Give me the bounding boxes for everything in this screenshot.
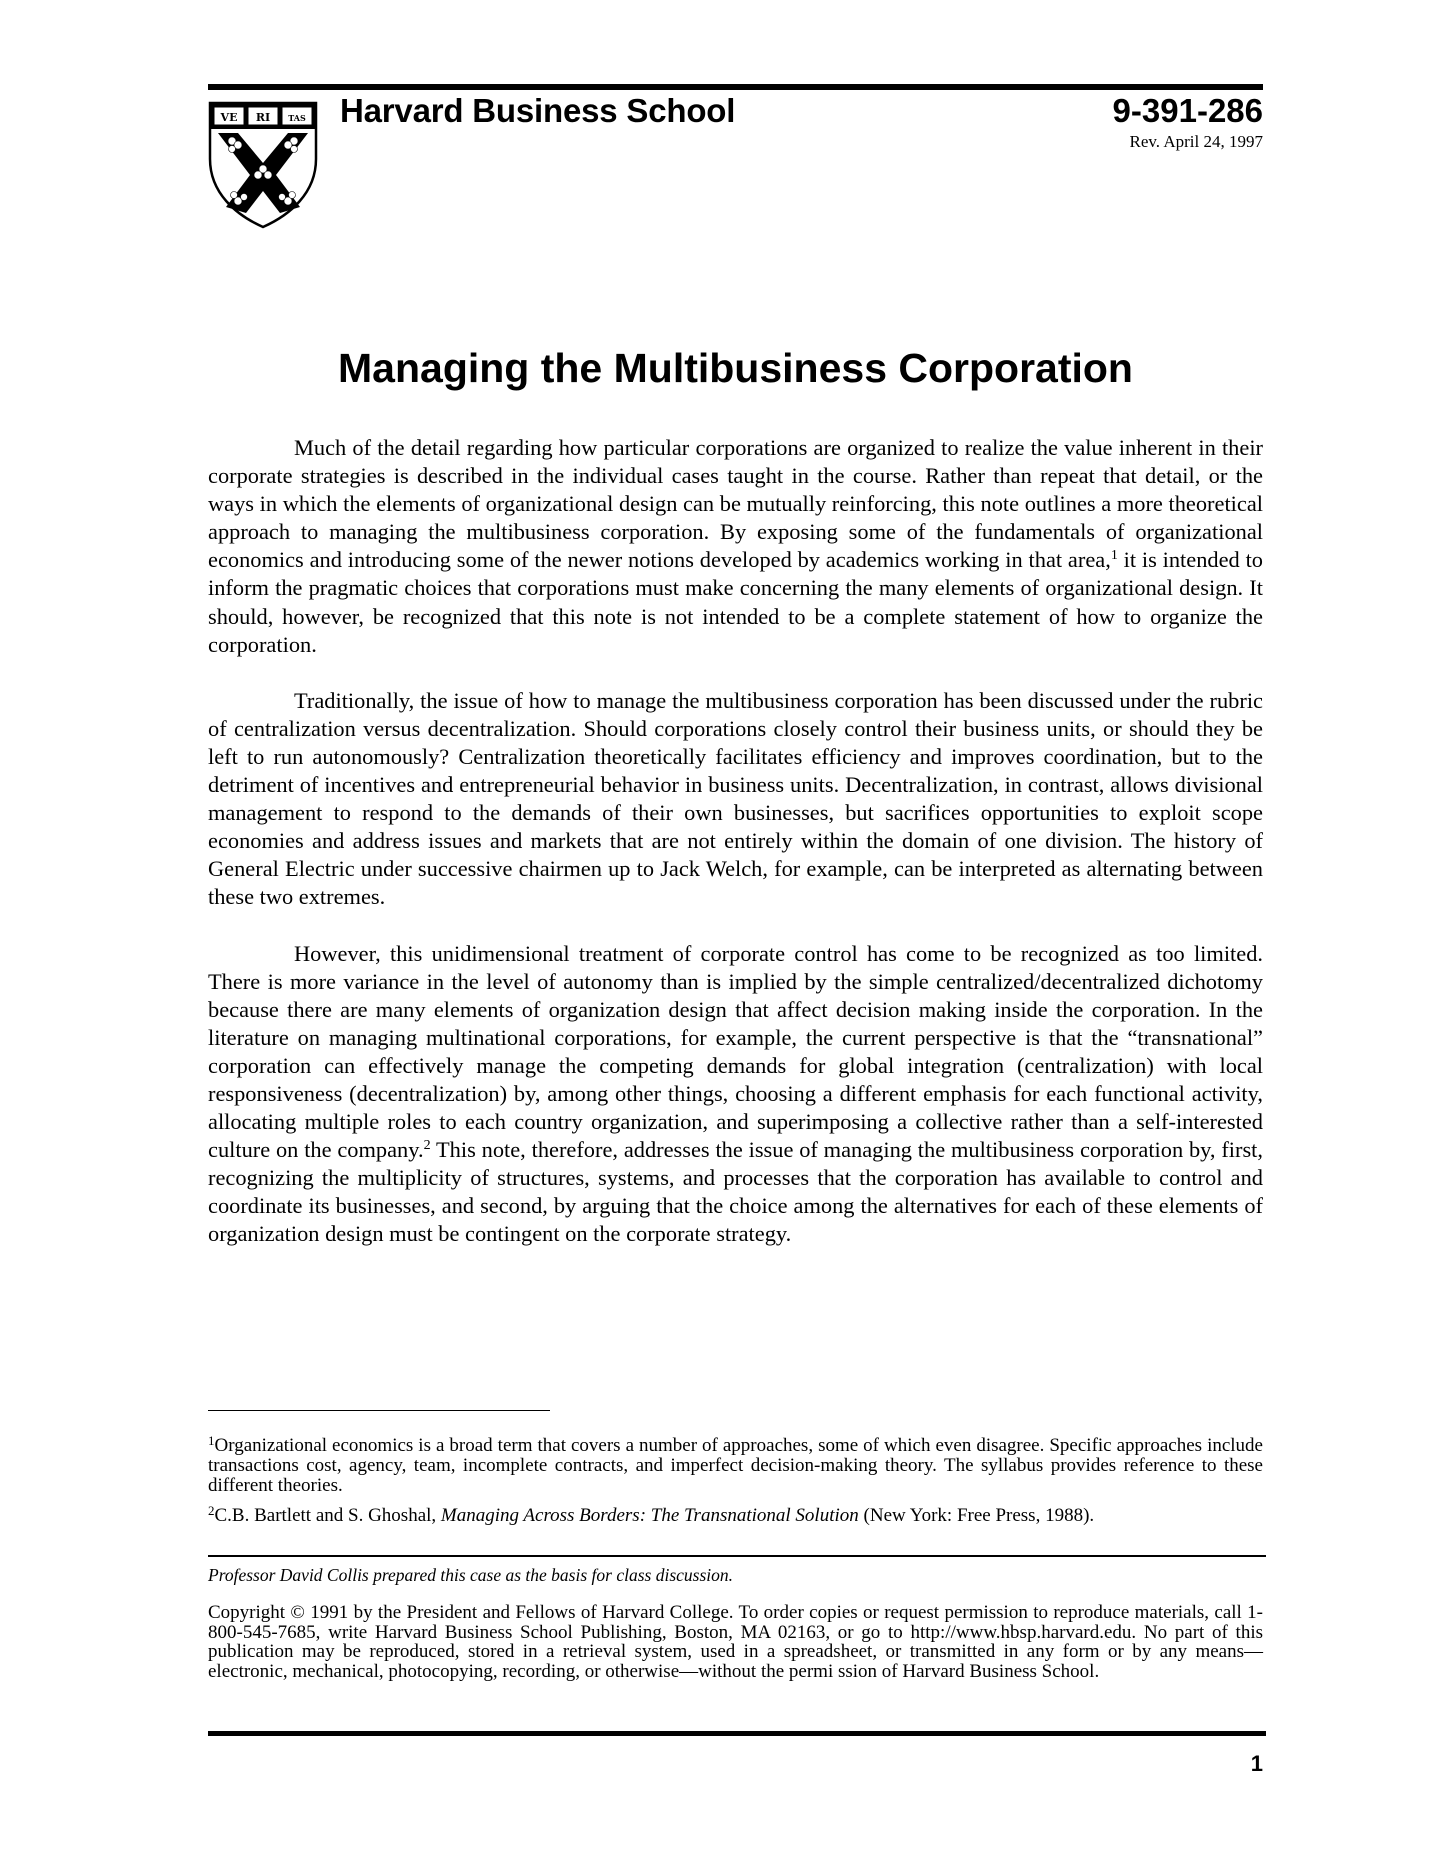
- school-name: Harvard Business School: [340, 92, 736, 129]
- footnote-1: [208, 1433, 1263, 1496]
- paragraph-text: Traditionally, the issue of how to manage the multibusiness corporation has been discussed under the rubric of centralization versus decentralization. Should corporations closely control their business units, or should they be left to run autonomously? Centralization theoretically facilitates efficiency and improves coordination, but to the detriment of incentives and entrepreneurial behavior in business units. Decentralization, in contrast, allows divisional management to respond to the demands of their own businesses, but sacrifices opportunities to exploit scope economies and address issues and markets that are not entirely within the domain of one division. The history of General Electric under successive chairmen up to Jack Welch, for example, can be interpreted as alternating between these two extremes.: [208, 687, 1263, 910]
- document-title: Managing the Multibusiness Corporation: [338, 345, 1133, 391]
- footnote-divider: [208, 1410, 550, 1411]
- preparation-note: Professor David Collis prepared this case as the basis for class discussion.: [208, 1565, 733, 1585]
- paragraph: [208, 434, 1263, 659]
- paragraph-text: it is intended to inform the pragmatic choices that corporations must make concerning the many elements of organizational design. It should, however, be recognized that this note is not intended to be a complete statement of how to organize the corporation.: [208, 547, 1263, 657]
- page-number: 1: [1250, 1751, 1263, 1776]
- footnote-marker: 1: [208, 1433, 215, 1448]
- bottom-rule: [208, 1731, 1266, 1736]
- footnote-book-title: Managing Across Borders: The Transnational Solution: [440, 1505, 859, 1526]
- harvard-shield-logo: [208, 101, 318, 229]
- footnote-reference: 2: [423, 1138, 431, 1154]
- document-number: 9-391-286: [1112, 92, 1263, 129]
- footnote-reference: 1: [1110, 548, 1118, 564]
- footnote-2: [208, 1503, 1263, 1526]
- footnote-text: Organizational economics is a broad term that covers a number of approaches, some of which even disagree. Specific approaches include transactions cost, agency, team, incomplete contracts, and imperfect decision-making theory. The syllabus provides reference to these different theories.: [208, 1435, 1263, 1496]
- paragraph-text: Much of the detail regarding how particular corporations are organized to realize the value inherent in their corporate strategies is described in the individual cases taught in the course. Rather than repeat that detail, or the ways in which the elements of organizational design can be mutually reinforcing, this note outlines a more theoretical approach to managing the multibusiness corporation. By exposing some of the fundamentals of organizational economics and introducing some of the newer notions developed by academics working in that area,: [208, 435, 1263, 573]
- paragraph-text: However, this unidimensional treatment of corporate control has come to be recognized as too limited. There is more variance in the level of autonomy than is implied by the simple centralized/decentralized dichotomy because there are many elements of organization design that affect decision making inside the corporation. In the literature on managing multinational corporations, for example, the current perspective is that the “transnational” corporation can effectively manage the competing demands for global integration (centralization) with local responsiveness (decentralization) by, among other things, choosing a different emphasis for each functional activity, allocating multiple roles to each country organization, and superimposing a collective rather than a self-interested culture on the company.: [208, 940, 1263, 1163]
- body-text: [208, 434, 1263, 1277]
- footnote-text: (New York: Free Press, 1988).: [858, 1505, 1095, 1526]
- copyright-notice: Copyright © 1991 by the President and Fellows of Harvard College. To order copies or request permission to reproduce materials, call 1-800-545-7685, write Harvard Business School Publishing, Boston, MA 02163, or go to http://www.hbsp.harvard.edu. No part of this publication may be reproduced, stored in a retrieval system, used in a spreadsheet, or transmitted in any form or by any means—electronic, mechanical, photocopying, recording, or otherwise—without the permi ssion of Harvard Business School.: [208, 1602, 1263, 1682]
- footer-rule: [208, 1555, 1266, 1557]
- footnote-marker: 2: [208, 1503, 215, 1518]
- shield-text-1: VE: [220, 111, 238, 124]
- paragraph-text: This note, therefore, addresses the issue of managing the multibusiness corporation by, first, recognizing the multiplicity of structures, systems, and processes that the corporation has available to control and coordinate its businesses, and second, by arguing that the choice among the alternatives for each of these elements of organization design must be contingent on the corporate strategy.: [208, 1137, 1264, 1247]
- footnote-text: C.B. Bartlett and S. Ghoshal,: [214, 1505, 441, 1526]
- header-rule: [208, 84, 1263, 90]
- revision-date: Rev. April 24, 1997: [1129, 132, 1263, 151]
- shield-text-2: RI: [255, 111, 271, 124]
- paragraph: [208, 940, 1263, 1249]
- footnotes: [208, 1433, 1263, 1536]
- paragraph: [208, 687, 1263, 912]
- shield-text-3: TAS: [288, 113, 306, 123]
